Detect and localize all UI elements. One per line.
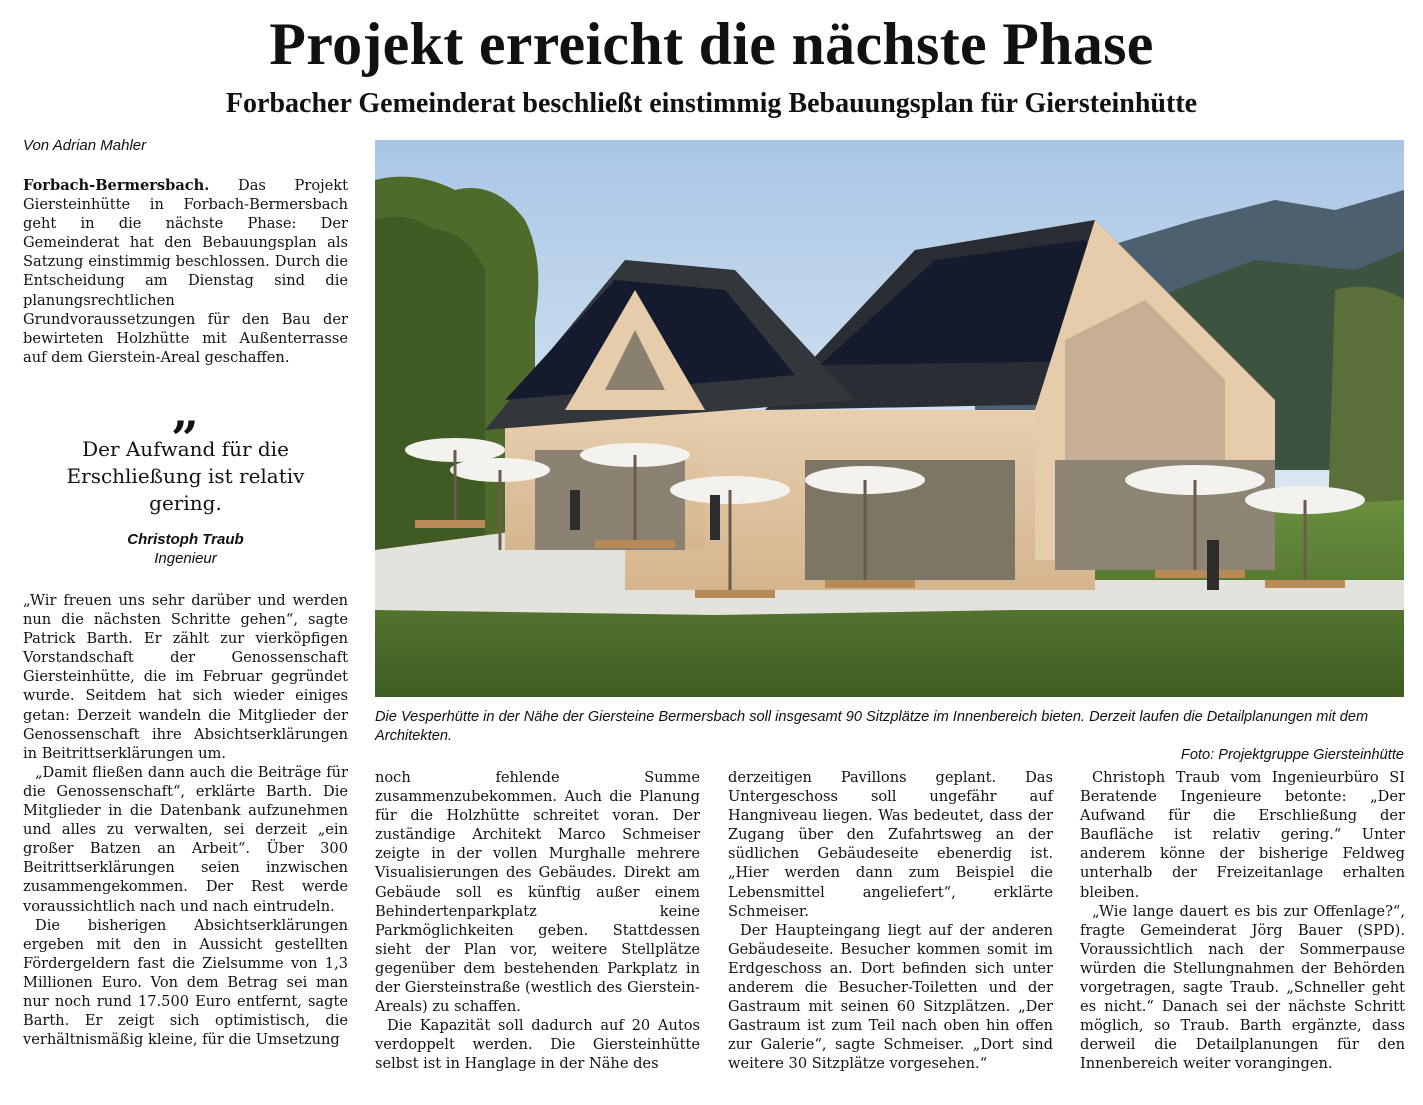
article-column-1 bbox=[23, 591, 348, 1049]
paragraph: „Wir freuen uns sehr darüber und werden nun die nächsten Schritte gehen“, sagte Patrick Barth. Er zählt zur vierköpfigen Vorstandschaft der Genossenschaft Giersteinhütte, die im Februar gegründet wurde. Seitdem hat sich wieder einiges getan: Derzeit wandeln die Mitglieder der Genossenschaft ihre Absichtserklärungen in Beitrittserklärungen um. bbox=[23, 592, 348, 762]
pull-quote-text: Der Aufwand für die Erschließung ist relativ gering. bbox=[66, 437, 305, 515]
caption-text: Die Vesperhütte in der Nähe der Giersteine Bermersbach soll insgesamt 90 Sitzplätze im Innenbereich bieten. Derzeit laufen die Detailplanungen mit dem Architekten. bbox=[375, 709, 1369, 744]
photo-caption bbox=[375, 708, 1404, 765]
dateline: Forbach-Bermersbach. bbox=[23, 177, 210, 194]
paragraph: noch fehlende Summe zusammenzubekommen. Auch die Planung für die Holzhütte schreitet voran. Der zuständige Architekt Marco Schmeiser zeigte in der vollen Murghalle mehrere Visualisierungen des Gebäudes. Direkt am Gebäude soll es künftig außer einem Behindertenparkplatz keine Parkmöglichkeiten geben. Stattdessen sieht der Plan vor, weitere Stellplätze gegenüber dem bestehenden Parkplatz in der Giersteinstraße (westlich des Gierstein-Areals) zu schaffen. bbox=[375, 769, 700, 1016]
pull-quote-role: Ingenieur bbox=[154, 550, 217, 567]
intro-paragraph bbox=[23, 176, 348, 367]
article-column-4 bbox=[1080, 768, 1405, 1074]
pull-quote bbox=[23, 384, 348, 567]
headline: Projekt erreicht die nächste Phase bbox=[269, 11, 1154, 77]
intro-text: Das Projekt Giersteinhütte in Forbach-Bermersbach geht in die nächste Phase: Der Gemeinderat hat den Bebauungsplan als Satzung einstimmig beschlossen. Durch die Entscheidung am Dienstag sind die planungsrechtlichen Grundvoraussetzungen für den Bau der bewirteten Holzhütte mit Außenterrasse auf dem Gierstein-Areal geschaffen. bbox=[23, 177, 349, 366]
subheadline: Forbacher Gemeinderat beschließt einstimmig Bebauungsplan für Giersteinhütte bbox=[225, 88, 1198, 119]
article-column-2 bbox=[375, 768, 700, 1074]
article-photo bbox=[375, 140, 1404, 697]
paragraph: Die Kapazität soll dadurch auf 20 Autos verdoppelt werden. Die Giersteinhütte selbst ist in Hanglage in der Nähe des bbox=[375, 1017, 700, 1073]
article-column-3 bbox=[728, 768, 1053, 1074]
paragraph: „Wie lange dauert es bis zur Offenlage?“, fragte Gemeinderat Jörg Bauer (SPD). Voraussichtlich nach der Sommerpause würden die Stellungnahmen der Behörden vorgetragen, sagte Traub. „Schneller geht es nicht.“ Danach sei der nächste Schritt möglich, so Traub. Barth ergänzte, dass derweil die Detailplanungen für den Innenbereich weiter vorangingen. bbox=[1080, 902, 1405, 1073]
paragraph: Der Haupteingang liegt auf der anderen Gebäudeseite. Besucher kommen somit im Erdgeschoss an. Dort befinden sich unter anderem die Besucher-Toiletten und der Gastraum mit seinen 60 Sitzplätzen. „Der Gastraum ist zum Teil nach oben hin offen zur Galerie“, sagte Schmeiser. „Dort sind weitere 30 Sitzplätze vorgesehen.“ bbox=[728, 921, 1053, 1073]
byline: Von Adrian Mahler bbox=[23, 137, 147, 154]
paragraph: Christoph Traub vom Ingenieurbüro SI Beratende Ingenieure betonte: „Der Aufwand für die Erschließung der Baufläche ist relativ gering.“ Unter anderem könne der bisherige Feldweg unterhalb der Freizeitanlage erhalten bleiben. bbox=[1080, 769, 1405, 901]
quote-mark-icon: „ bbox=[171, 384, 200, 440]
hut-rendering-image bbox=[375, 140, 1404, 697]
paragraph: Die bisherigen Absichtserklärungen ergeben mit den in Aussicht gestellten Fördergeldern fast die Zielsumme von 1,3 Millionen Euro. Von dem Betrag sei man nur noch rund 17.500 Euro entfernt, sagte Barth. Er zeigt sich optimistisch, die verhältnismäßig kleine, für die Umsetzung bbox=[23, 916, 348, 1049]
photo-credit: Foto: Projektgruppe Giersteinhütte bbox=[1180, 747, 1404, 763]
paragraph: „Damit fließen dann auch die Beiträge für die Genossenschaft“, erklärte Barth. Die Mitglieder in die Datenbank aufzunehmen und alles zu verwalten, sei derzeit „ein großer Batzen an Arbeit“. Über 300 Beitrittserklärungen seien inzwischen zusammengekommen. Der Rest werde voraussichtlich nach und nach eintrudeln. bbox=[23, 763, 348, 915]
paragraph: derzeitigen Pavillons geplant. Das Untergeschoss soll ungefähr auf Hangniveau liegen. Was bedeutet, dass der Zugang über den Zufahrtsweg an der südlichen Gebäudeseite ebenerdig ist. „Hier werden dann zum Beispiel die Lebensmittel angeliefert“, erklärte Schmeiser. bbox=[728, 769, 1053, 920]
pull-quote-author: Christoph Traub bbox=[127, 531, 244, 548]
